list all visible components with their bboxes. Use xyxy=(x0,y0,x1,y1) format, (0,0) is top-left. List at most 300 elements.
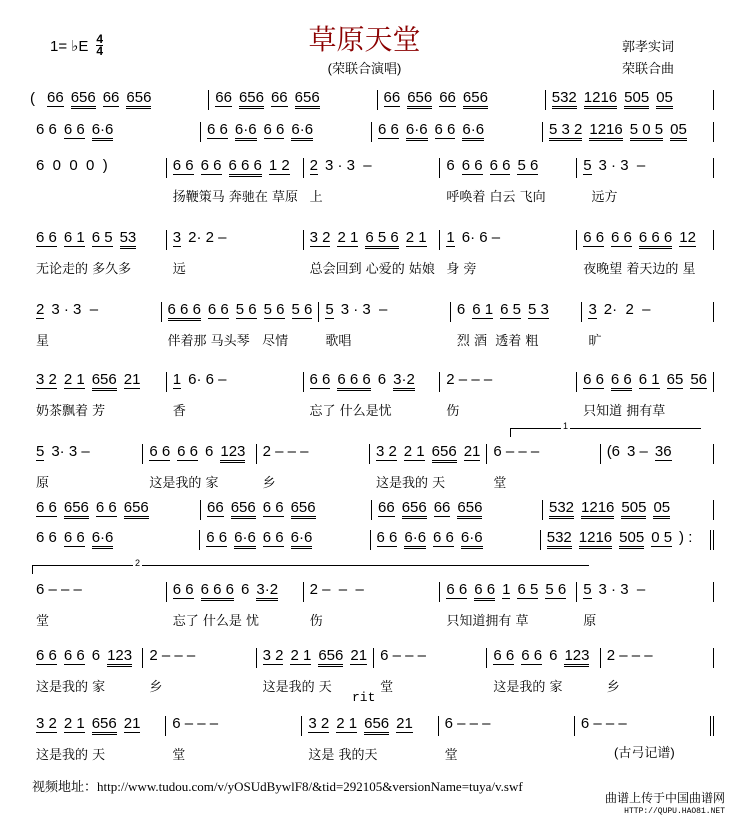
note-group: 6 xyxy=(549,647,558,664)
note-group: 6 6 xyxy=(611,372,632,391)
note-group: 6 – – – xyxy=(380,647,426,664)
notes xyxy=(263,648,367,668)
note-group: 6·6 xyxy=(234,530,256,549)
singer: (荣联合演唱) xyxy=(327,61,402,76)
measure xyxy=(372,500,543,520)
key-label: 1= ♭E xyxy=(50,37,89,55)
note-group: 505 xyxy=(624,90,649,109)
note-group: 123 xyxy=(564,648,589,667)
note-group: 53 xyxy=(120,230,137,249)
note-group: 3 2 xyxy=(309,229,331,246)
lyric: 上 xyxy=(309,190,323,205)
notes xyxy=(36,158,160,178)
lyric: 乡 xyxy=(262,476,276,491)
note-group: 6 6 xyxy=(493,647,515,664)
recorder-credit: (古弓记谱) xyxy=(614,745,675,760)
notes xyxy=(549,122,707,142)
notes xyxy=(207,122,365,142)
note-group: 6 6 xyxy=(36,529,57,546)
note-group: 6 – – – xyxy=(444,715,491,732)
measure xyxy=(582,301,714,349)
note-group: 2 1 xyxy=(290,647,312,664)
note-group: 6 1 xyxy=(472,301,494,318)
measure xyxy=(440,229,577,277)
note-group: 505 xyxy=(621,500,646,519)
note-group: 656 xyxy=(126,90,151,109)
note-group: 6 1 xyxy=(63,229,85,246)
note-group: 66 xyxy=(207,499,224,516)
note-group: 3 · 3 – xyxy=(51,301,99,318)
lyric: 香 xyxy=(172,404,186,419)
note-group: 6 6 xyxy=(63,121,85,138)
measure xyxy=(487,647,600,695)
lyric: 这是 我的天 xyxy=(308,748,378,763)
note-group: 6 6 xyxy=(200,157,222,174)
volta-2 xyxy=(32,558,589,574)
measure xyxy=(30,301,162,349)
volta-2-label: 2 xyxy=(135,558,141,568)
lyric: 堂 xyxy=(36,614,50,629)
note-group: 656 xyxy=(463,90,488,109)
note-group: 21 xyxy=(463,443,481,460)
note-group: 6 xyxy=(456,301,466,318)
note-group: 12 xyxy=(679,229,696,246)
note-group: 3 2 xyxy=(262,647,284,664)
measure xyxy=(372,122,543,142)
note-group: 2 1 xyxy=(405,229,427,246)
measure xyxy=(577,581,714,629)
note-group: 656 xyxy=(457,500,482,519)
measure xyxy=(577,229,714,277)
measure xyxy=(30,530,200,550)
note-group: 1216 xyxy=(581,500,614,519)
measure xyxy=(166,715,302,763)
note-group: 6 6 xyxy=(207,301,229,318)
note-group: 6 6 xyxy=(177,443,199,460)
note-group: 2 1 xyxy=(63,715,85,732)
note-group: 2 1 xyxy=(63,371,85,388)
notes xyxy=(36,582,160,602)
note-group: 505 xyxy=(619,530,644,549)
note-group: 6 0 0 0 ) xyxy=(36,157,108,174)
note-group: 6 6 xyxy=(262,529,284,546)
measure xyxy=(304,229,441,277)
measure xyxy=(440,581,577,629)
measure xyxy=(30,229,167,277)
measure xyxy=(541,530,714,550)
note-group: 656 xyxy=(92,716,117,735)
notes xyxy=(583,372,707,392)
note-group: 6·6 xyxy=(291,530,313,549)
lyric: 原 xyxy=(36,476,50,491)
measure xyxy=(304,157,441,205)
measure xyxy=(30,647,143,695)
note-group: 2 1 xyxy=(337,229,359,246)
notes xyxy=(581,716,704,736)
notes xyxy=(446,230,570,250)
lyric: 伴着那 马头琴 尽情 xyxy=(167,334,289,349)
note-group: 3·2 xyxy=(256,582,278,601)
note-group: 6 6 xyxy=(263,121,285,138)
notes xyxy=(310,230,434,250)
lyric: 无论走的 多久多 xyxy=(36,262,132,277)
measure xyxy=(370,443,487,491)
notes xyxy=(215,90,370,110)
note-group: 6 5 6 xyxy=(365,230,398,249)
note-group: 6 6 6 xyxy=(639,230,672,249)
measure xyxy=(30,443,143,491)
note-group: 3 2 xyxy=(36,715,57,732)
note-group: 65 xyxy=(666,371,684,388)
note-group: 3 – xyxy=(627,443,648,460)
lyric: 这是我的 天 xyxy=(36,748,106,763)
note-group: 2 1 xyxy=(336,715,358,732)
note-group: 6 6 xyxy=(262,499,284,516)
notes xyxy=(36,530,193,550)
note-group: 656 xyxy=(318,648,343,667)
notes xyxy=(583,158,707,178)
measure xyxy=(601,647,714,695)
note-group: 656 xyxy=(291,500,316,519)
notes xyxy=(173,230,297,250)
lyric: 呼唤着 白云 飞向 xyxy=(446,190,546,205)
note-group: 0 5 xyxy=(651,529,673,546)
note-group: 6 5 xyxy=(517,581,539,598)
note-group: 6 xyxy=(446,157,455,174)
lyric: 这是我的 家 xyxy=(36,680,106,695)
measure xyxy=(319,301,451,349)
notes xyxy=(47,90,202,110)
staff-row xyxy=(30,647,714,695)
volta-1 xyxy=(510,421,701,437)
repeat-paren: ( xyxy=(30,90,35,107)
notes xyxy=(583,582,707,602)
note-group: 2 – – – xyxy=(606,647,653,664)
measure xyxy=(30,158,167,178)
note-group: 5 6 xyxy=(235,301,257,318)
note-group: 3·2 xyxy=(393,372,415,391)
note-group: 21 xyxy=(123,371,141,388)
notes xyxy=(36,648,136,668)
staff-row xyxy=(30,157,714,205)
notes xyxy=(36,372,160,392)
note-group: 1 xyxy=(446,229,455,246)
lyric: 总会回到 心爱的 姑娘 xyxy=(309,262,435,277)
note-group: 6 5 xyxy=(91,229,113,246)
staff-row xyxy=(30,371,714,419)
note-group: 6 6 xyxy=(172,157,194,174)
notes xyxy=(493,444,593,464)
note-group: 5 6 xyxy=(517,157,539,174)
note-group: 2 – – – xyxy=(446,371,493,388)
measure xyxy=(371,530,541,550)
notes xyxy=(549,500,707,520)
note-group: 2· 2 – xyxy=(603,301,651,318)
note-group: 656 xyxy=(432,444,457,463)
measure xyxy=(143,443,256,491)
lyric: 乡 xyxy=(606,680,620,695)
note-group: 6 – – – xyxy=(36,581,82,598)
watermark-title: 曲谱上传于中国曲谱网 xyxy=(604,791,725,805)
notes xyxy=(376,444,480,464)
note-group: 3 xyxy=(172,229,182,246)
note-group: 2 xyxy=(36,301,45,318)
video-url: 视频地址：http://www.tudou.com/v/yOSUdBywlF8/&tid=292105&versionName=tuya/v.swf xyxy=(32,779,523,794)
lyric: 乡 xyxy=(149,680,163,695)
note-group: 6·6 xyxy=(92,122,114,141)
notes xyxy=(168,302,313,322)
lyric: 伤 xyxy=(446,404,460,419)
lyric: 只知道 拥有草 xyxy=(583,404,666,419)
note-group: 6 6 xyxy=(149,443,171,460)
measure xyxy=(440,157,577,205)
note-group: 2 1 xyxy=(403,443,425,460)
note-group: 6 6 xyxy=(583,371,604,388)
note-group: 1216 xyxy=(589,122,622,141)
measure xyxy=(143,647,256,695)
watermark-url: HTTP://QUPU.HAO81.NET xyxy=(624,807,725,816)
note-group: 123 xyxy=(107,648,132,667)
lyric: 这是我的 家 xyxy=(493,680,563,695)
lyric: 歌唱 xyxy=(325,334,352,349)
note-group: 532 xyxy=(552,90,577,109)
measure xyxy=(41,90,209,110)
staff-row xyxy=(30,301,714,349)
note-group: 21 xyxy=(350,647,368,664)
measure xyxy=(546,90,714,110)
note-group: 2 xyxy=(309,157,318,174)
note-group: 6·6 xyxy=(235,122,257,141)
note-group: 2 – – – xyxy=(309,581,364,598)
notes xyxy=(36,500,194,520)
note-group: 6 6 xyxy=(207,121,228,138)
lyric: 夜晚望 着天边的 星 xyxy=(583,262,696,277)
note-group: 6 6 xyxy=(583,229,605,246)
note-group: 656 xyxy=(364,716,389,735)
staff-row xyxy=(30,581,714,629)
measure xyxy=(257,443,370,491)
measure xyxy=(209,90,377,110)
note-group: 6·6 xyxy=(461,530,483,549)
measure xyxy=(30,715,166,763)
notes xyxy=(36,122,194,142)
measure xyxy=(577,371,714,419)
note-group: 6·6 xyxy=(406,122,428,141)
note-group: 3 2 xyxy=(308,715,330,732)
notes xyxy=(36,302,155,322)
note-group: 2· 2 – xyxy=(188,229,227,246)
note-group: 1216 xyxy=(584,90,617,109)
note-group: 6 – – – xyxy=(493,443,540,460)
measure xyxy=(257,647,374,695)
notes xyxy=(173,372,297,392)
note-group: 6 xyxy=(205,443,214,460)
note-group: 6 6 xyxy=(434,121,456,138)
note-group: 3 xyxy=(588,301,597,318)
staff-row xyxy=(30,530,714,550)
note-group: 5 6 xyxy=(545,581,567,598)
note-group: 5 xyxy=(36,443,45,460)
note-group: 3 · 3 – xyxy=(324,157,372,174)
time-bottom: 4 xyxy=(96,44,104,58)
note-group: 66 xyxy=(102,89,120,106)
note-group: 6 6 xyxy=(611,229,632,246)
note-group: 6·6 xyxy=(462,122,484,141)
notes xyxy=(377,530,534,550)
note-group: 5 0 5 xyxy=(630,122,663,141)
note-group: 6 6 xyxy=(474,582,495,601)
measure xyxy=(440,371,577,419)
note-group: 6 6 xyxy=(36,647,57,664)
lyric: 这是我的 家 xyxy=(149,476,219,491)
note-group: 532 xyxy=(547,530,572,549)
lyric: 堂 xyxy=(172,748,186,763)
note-group: 6 6 xyxy=(446,581,468,598)
measure xyxy=(577,157,714,205)
watermark xyxy=(605,792,725,818)
notes xyxy=(36,444,136,464)
note-group: 5 3 2 xyxy=(549,122,582,141)
measure xyxy=(439,715,575,763)
note-group: 123 xyxy=(220,444,245,463)
measure xyxy=(167,157,304,205)
lyric: 忘了 什么是忧 xyxy=(309,404,392,419)
note-group: 6·6 xyxy=(92,530,114,549)
notes xyxy=(583,230,707,250)
note-group: 56 xyxy=(690,371,708,388)
measure xyxy=(374,647,487,695)
notes xyxy=(588,302,707,322)
note-group: 6 6 xyxy=(63,647,85,664)
measure xyxy=(302,715,438,763)
notes xyxy=(310,372,434,392)
measure xyxy=(575,716,714,736)
note-group: 66 xyxy=(378,499,395,516)
note-group: 656 xyxy=(239,90,264,109)
lyric: 堂 xyxy=(444,748,458,763)
note-group: 6 6 xyxy=(36,229,57,246)
note-group: 5 6 xyxy=(291,301,313,318)
song-title: 草原天堂 xyxy=(308,23,421,56)
note-group: 05 xyxy=(656,90,673,109)
note-group: 6· 6 – xyxy=(461,229,501,246)
notes xyxy=(173,582,297,602)
notes xyxy=(607,444,707,464)
lyric: 伤 xyxy=(309,614,323,629)
note-group: 656 xyxy=(407,90,432,109)
notes xyxy=(36,230,160,250)
notes xyxy=(378,122,536,142)
note-group: 6 6 6 xyxy=(201,582,234,601)
notes xyxy=(173,158,297,178)
note-group: 21 xyxy=(123,715,141,732)
notes xyxy=(446,158,570,178)
measure xyxy=(543,122,714,142)
notes xyxy=(263,444,363,464)
note-group: 66 xyxy=(433,499,451,516)
measure xyxy=(201,122,372,142)
note-group: 2 – – – xyxy=(262,443,309,460)
note-group: 1 xyxy=(172,371,182,388)
measure xyxy=(378,90,546,110)
note-group: 6 6 xyxy=(95,499,117,516)
note-group: ) : xyxy=(679,529,693,546)
notes xyxy=(446,582,570,602)
note-group: 3 · 3 – xyxy=(598,581,646,598)
notes xyxy=(457,302,576,322)
note-group: 6 6 xyxy=(461,157,483,174)
note-group: 656 xyxy=(92,372,117,391)
notes xyxy=(445,716,568,736)
note-group: 66 xyxy=(270,89,288,106)
measure xyxy=(601,444,714,464)
composer: 荣联合曲 xyxy=(622,61,675,76)
note-group: 6·6 xyxy=(291,122,313,141)
notes xyxy=(206,530,363,550)
note-group: 3 2 xyxy=(375,443,397,460)
lyric: 奶茶飘着 芳 xyxy=(36,404,106,419)
staff-row xyxy=(30,122,714,142)
note-group: 1 xyxy=(502,581,511,598)
measure xyxy=(487,443,600,491)
note-group: 6 6 xyxy=(521,647,543,664)
measure xyxy=(30,581,167,629)
note-group: 5 xyxy=(583,581,592,598)
note-group: 6·6 xyxy=(404,530,426,549)
note-group: 6 6 6 xyxy=(337,372,370,391)
measure xyxy=(167,229,304,277)
note-group: (6 xyxy=(606,443,621,460)
lyric: 远 xyxy=(172,262,186,277)
lyric: 只知道拥有 草 xyxy=(446,614,529,629)
note-group: 6 xyxy=(377,371,387,388)
note-group: 656 xyxy=(71,90,96,109)
note-group: 656 xyxy=(231,500,256,519)
staff-row xyxy=(30,90,714,110)
note-group: 6 6 xyxy=(376,529,398,546)
lyric: 旷 xyxy=(588,334,602,349)
note-group: 36 xyxy=(654,443,672,460)
note-group: 6 – – – xyxy=(580,715,627,732)
notes xyxy=(149,444,249,464)
lyric: 远方 xyxy=(583,190,618,205)
notes xyxy=(207,500,365,520)
measure xyxy=(543,500,714,520)
note-group: 5 xyxy=(325,301,334,318)
note-group: 656 xyxy=(64,500,89,519)
notes xyxy=(552,90,707,110)
measure xyxy=(451,301,583,349)
notes xyxy=(378,500,536,520)
notes xyxy=(607,648,707,668)
note-group: 5 3 xyxy=(527,301,549,318)
note-group: 21 xyxy=(396,715,413,732)
notes xyxy=(493,648,593,668)
measure xyxy=(304,581,441,629)
notes xyxy=(384,90,539,110)
note-group: 5 6 xyxy=(263,301,285,318)
note-group: 3 · 3 – xyxy=(340,301,388,318)
note-group: 66 xyxy=(47,89,64,106)
note-group: 1 2 xyxy=(268,157,290,174)
notes xyxy=(446,372,570,392)
measure xyxy=(30,371,167,419)
measure xyxy=(304,371,441,419)
note-group: 6 6 xyxy=(172,581,194,598)
lyric: 这是我的 天 xyxy=(375,476,446,491)
note-group: 66 xyxy=(439,89,456,106)
note-group: 6 6 6 xyxy=(168,302,201,321)
